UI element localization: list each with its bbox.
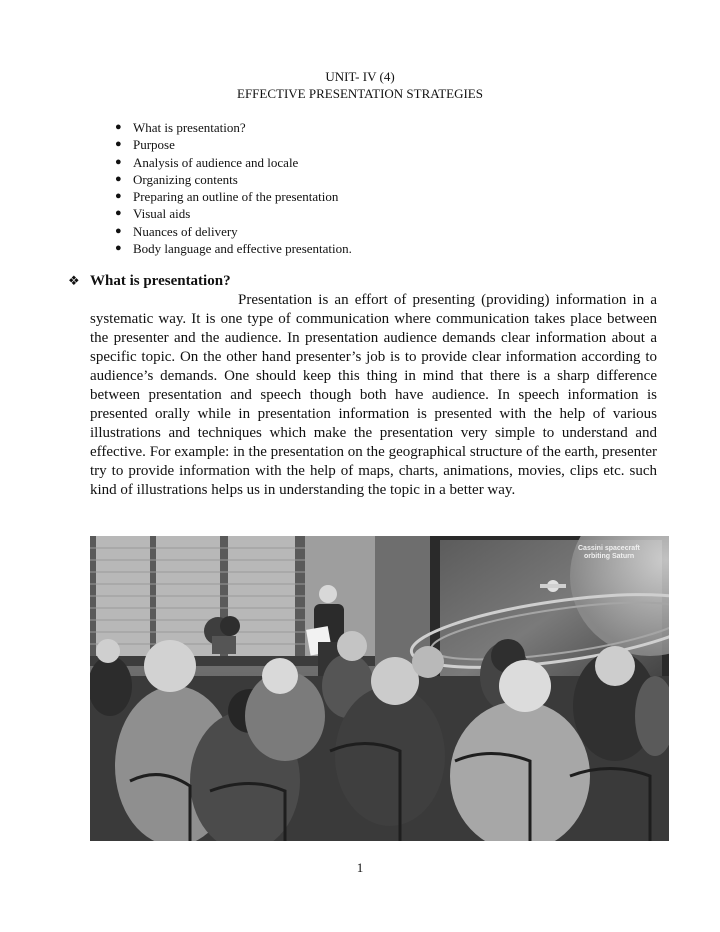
list-item: ● Analysis of audience and locale <box>115 154 299 170</box>
section-body-text: Presentation is an effort of presenting (providing) information in a systematic way. It is one type of communication where communication takes place between the presenter and the audience. In presentation audience demands clear information about a specific topic. On the other hand presenter’s job is to provide clear information according to audience’s demands. One should keep this thing in mind that there is a sharp difference between presentation and speech though both have audience. In speech information is presented orally while in presentation information is presented with the help of various illustrations and techniques which make the presentation very simple to understand and effective. For example: in the presentation on the geographical structure of the earth, presenter try to provide information with the help of maps, charts, animations, movies, clips etc. such kind of illustrations helps us in understanding the topic in a better way. <box>90 292 657 498</box>
bullet-icon: ● <box>115 138 122 151</box>
list-item: ● Body language and effective presentation. <box>115 241 352 257</box>
topics-list <box>115 119 352 257</box>
screen-caption-line2: orbiting Saturn <box>584 553 635 560</box>
list-item: ● Organizing contents <box>115 171 238 187</box>
diamond-bullet-icon: ❖ <box>68 273 80 288</box>
list-item: ● Preparing an outline of the presentation <box>115 189 339 205</box>
screen-caption-line1: Cassini spacecraft <box>578 545 640 552</box>
presentation-photo-graphic <box>90 536 669 841</box>
bullet-icon: ● <box>115 155 122 168</box>
bullet-icon: ● <box>115 224 122 237</box>
bullet-icon: ● <box>115 121 122 133</box>
bullet-icon: ● <box>115 172 122 185</box>
presentation-photo <box>90 536 669 841</box>
bullet-icon: ● <box>115 190 122 203</box>
list-item: ● Nuances of delivery <box>115 223 238 239</box>
page-number: 1 <box>356 860 364 875</box>
unit-label: UNIT- IV (4) <box>325 69 395 84</box>
bullet-icon: ● <box>115 242 122 255</box>
list-item: ● Purpose <box>115 137 175 153</box>
list-item: ● Visual aids <box>115 206 191 222</box>
bullet-icon: ● <box>115 207 122 220</box>
document-title: EFFECTIVE PRESENTATION STRATEGIES <box>237 86 483 101</box>
list-item: ● What is presentation? <box>115 120 246 135</box>
section-heading: ❖ What is presentation? <box>68 273 231 289</box>
